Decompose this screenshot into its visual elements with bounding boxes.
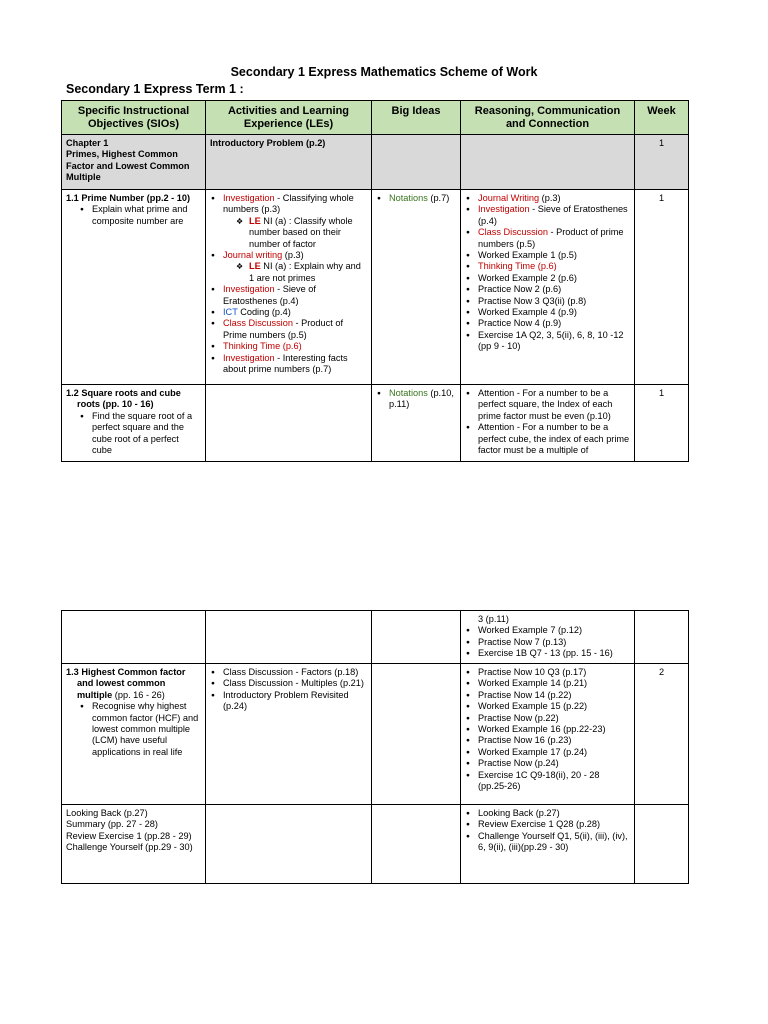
week-cell: 2: [635, 664, 689, 805]
rcc-list: [465, 625, 630, 659]
list-item: ● Worked Example 4 (p.9): [465, 307, 630, 318]
big-ideas-cell: [372, 805, 461, 884]
term-heading: Secondary 1 Express Term 1 :: [66, 82, 244, 96]
chapter-week: 1: [635, 135, 689, 190]
list-item: ● Class Discussion - Multiples (p.21): [210, 678, 367, 689]
list-item: ● Worked Example 14 (p.21): [465, 678, 630, 689]
list-item: ● Investigation - Sieve of Eratosthenes (p.4): [465, 204, 630, 227]
section-title: 1.1 Prime Number (pp.2 - 10): [66, 193, 191, 203]
list-item: ● Practise Now (p.22): [465, 713, 630, 724]
list-item: ● Explain what prime and composite number are: [79, 204, 201, 227]
le-list: [210, 667, 367, 713]
list-item: Summary (pp. 27 - 28): [66, 819, 158, 830]
list-item: ❖ LE NI (a) : Classify whole number based on their number of factor: [236, 216, 367, 250]
list-item: ● Practice Now 2 (p.6): [465, 284, 630, 295]
header-big-ideas: Big Ideas: [372, 101, 461, 135]
list-item: ● Thinking Time (p.6): [465, 261, 630, 272]
table-row-continued: [62, 611, 689, 664]
table-row-looking-back: [62, 805, 689, 884]
list-item: ● Practise Now 3 Q3(ii) (p.8): [465, 296, 630, 307]
table-row-1-2: [62, 385, 689, 462]
le-cell: [206, 664, 372, 805]
section-title: 1.2 Square roots and cube roots (pp. 10 - 16): [66, 388, 181, 410]
sio-list: [66, 204, 201, 227]
sio-cell: [62, 190, 206, 385]
list-item: ● Thinking Time (p.6): [210, 341, 367, 352]
list-item: ● Review Exercise 1 Q28 (p.28): [465, 819, 630, 830]
week-cell: [635, 611, 689, 664]
list-item: ● Attention - For a number to be a perfect square, the Index of each prime factor must be even (p.10): [465, 388, 630, 422]
list-item: ● Worked Example 15 (p.22): [465, 701, 630, 712]
rcc-cell: [461, 385, 635, 462]
list-item: ● Exercise 1B Q7 - 13 (pp. 15 - 16): [465, 648, 630, 659]
rcc-cell: [461, 190, 635, 385]
continued-text: 3 (p.11): [478, 614, 509, 624]
list-item: ● Practice Now 4 (p.9): [465, 318, 630, 329]
list-item: ● Introductory Problem Revisited (p.24): [210, 690, 367, 713]
le-cell: [206, 611, 372, 664]
header-le: Activities and Learning Experience (LEs): [206, 101, 372, 135]
list-item: ● Notations (p.7): [376, 193, 456, 204]
table-row-1-3: [62, 664, 689, 805]
list-item: Looking Back (p.27): [66, 808, 148, 818]
chapter-title: Chapter 1 Primes, Highest Common Factor and Lowest Common Multiple: [62, 135, 206, 190]
big-ideas-cell: [372, 664, 461, 805]
le-cell: [206, 805, 372, 884]
list-item: ● Find the square root of a perfect square and the cube root of a perfect cube: [79, 411, 201, 457]
list-item: ● Class Discussion - Factors (p.18): [210, 667, 367, 678]
rcc-cell: [461, 664, 635, 805]
list-item: ● Worked Example 7 (p.12): [465, 625, 630, 636]
sio-list: [66, 701, 201, 758]
list-item: ● Journal Writing (p.3): [465, 193, 630, 204]
list-item: ● Practise Now 14 (p.22): [465, 690, 630, 701]
sio-cell: [62, 664, 206, 805]
list-item: ● Exercise 1A Q2, 3, 5(ii), 6, 8, 10 -12 (pp 9 - 10): [465, 330, 630, 353]
list-item: ● Challenge Yourself Q1, 5(ii), (iii), (iv), 6, 9(ii), (iii)(pp.29 - 30): [465, 831, 630, 854]
big-ideas-cell: [372, 385, 461, 462]
list-item: ● Practise Now (p.24): [465, 758, 630, 769]
list-item: ● Journal writing (p.3) ❖ LE NI (a) : Explain why and 1 are not primes: [210, 250, 367, 284]
list-item: ● Worked Example 1 (p.5): [465, 250, 630, 261]
list-item: ● Worked Example 2 (p.6): [465, 273, 630, 284]
le-cell: [206, 385, 372, 462]
rcc-cell: [461, 805, 635, 884]
list-item: ● Class Discussion - Product of Prime numbers (p.5): [210, 318, 367, 341]
list-item: ● Practise Now 10 Q3 (p.17): [465, 667, 630, 678]
chapter-row: [62, 135, 689, 190]
le-list: [210, 193, 367, 376]
header-rcc: Reasoning, Communication and Connection: [461, 101, 635, 135]
list-item: ● Worked Example 16 (pp.22-23): [465, 724, 630, 735]
sio-cell: [62, 611, 206, 664]
sio-list: [66, 411, 201, 457]
list-item: ● ICT Coding (p.4): [210, 307, 367, 318]
rcc-cell: [461, 611, 635, 664]
list-item: ● Notations (p.10, p.11): [376, 388, 456, 411]
chapter-rcc: [461, 135, 635, 190]
sio-cell: [62, 385, 206, 462]
rcc-list: [465, 808, 630, 854]
rcc-list: [465, 388, 630, 456]
big-ideas-cell: [372, 611, 461, 664]
list-item: ● Attention - For a number to be a perfect cube, the index of each prime factor must be a multiple of: [465, 422, 630, 456]
list-item: Review Exercise 1 (pp.28 - 29): [66, 830, 192, 841]
list-item: ● Class Discussion - Product of prime numbers (p.5): [465, 227, 630, 250]
rcc-list: [465, 193, 630, 353]
list-item: ● Recognise why highest common factor (HCF) and lowest common multiple (LCM) have useful applications in real life: [79, 701, 201, 758]
header-row: [62, 101, 689, 135]
header-week: Week: [635, 101, 689, 135]
week-cell: 1: [635, 190, 689, 385]
list-item: ● Worked Example 17 (p.24): [465, 747, 630, 758]
week-cell: [635, 805, 689, 884]
list-item: ● Investigation - Sieve of Eratosthenes (p.4): [210, 284, 367, 307]
list-item: ● Looking Back (p.27): [465, 808, 630, 819]
chapter-big-ideas: [372, 135, 461, 190]
header-sio: Specific Instructional Objectives (SIOs): [62, 101, 206, 135]
big-ideas-cell: [372, 190, 461, 385]
scheme-table-part-1: [61, 100, 689, 462]
table-row-1-1: [62, 190, 689, 385]
section-title: 1.3 Highest Common factor and lowest common multiple (pp. 16 - 26): [66, 667, 186, 700]
list-item: ❖ LE NI (a) : Explain why and 1 are not primes: [236, 261, 367, 284]
list-item: ● Investigation - Classifying whole numbers (p.3) ❖ LE NI (a) : Classify whole number based on their number of factor: [210, 193, 367, 250]
list-item: ● Exercise 1C Q9-18(ii), 20 - 28 (pp.25-26): [465, 770, 630, 793]
scheme-table-part-2: [61, 610, 689, 884]
list-item: ● Investigation - Interesting facts about prime numbers (p.7): [210, 353, 367, 376]
week-cell: 1: [635, 385, 689, 462]
list-item: ● Practise Now 7 (p.13): [465, 637, 630, 648]
list-item: ● Practise Now 16 (p.23): [465, 735, 630, 746]
page-title: Secondary 1 Express Mathematics Scheme of Work: [230, 65, 538, 79]
sio-cell: [62, 805, 206, 884]
rcc-list: [465, 667, 630, 792]
chapter-le: Introductory Problem (p.2): [206, 135, 372, 190]
list-item: Challenge Yourself (pp.29 - 30): [66, 842, 193, 853]
le-cell: [206, 190, 372, 385]
